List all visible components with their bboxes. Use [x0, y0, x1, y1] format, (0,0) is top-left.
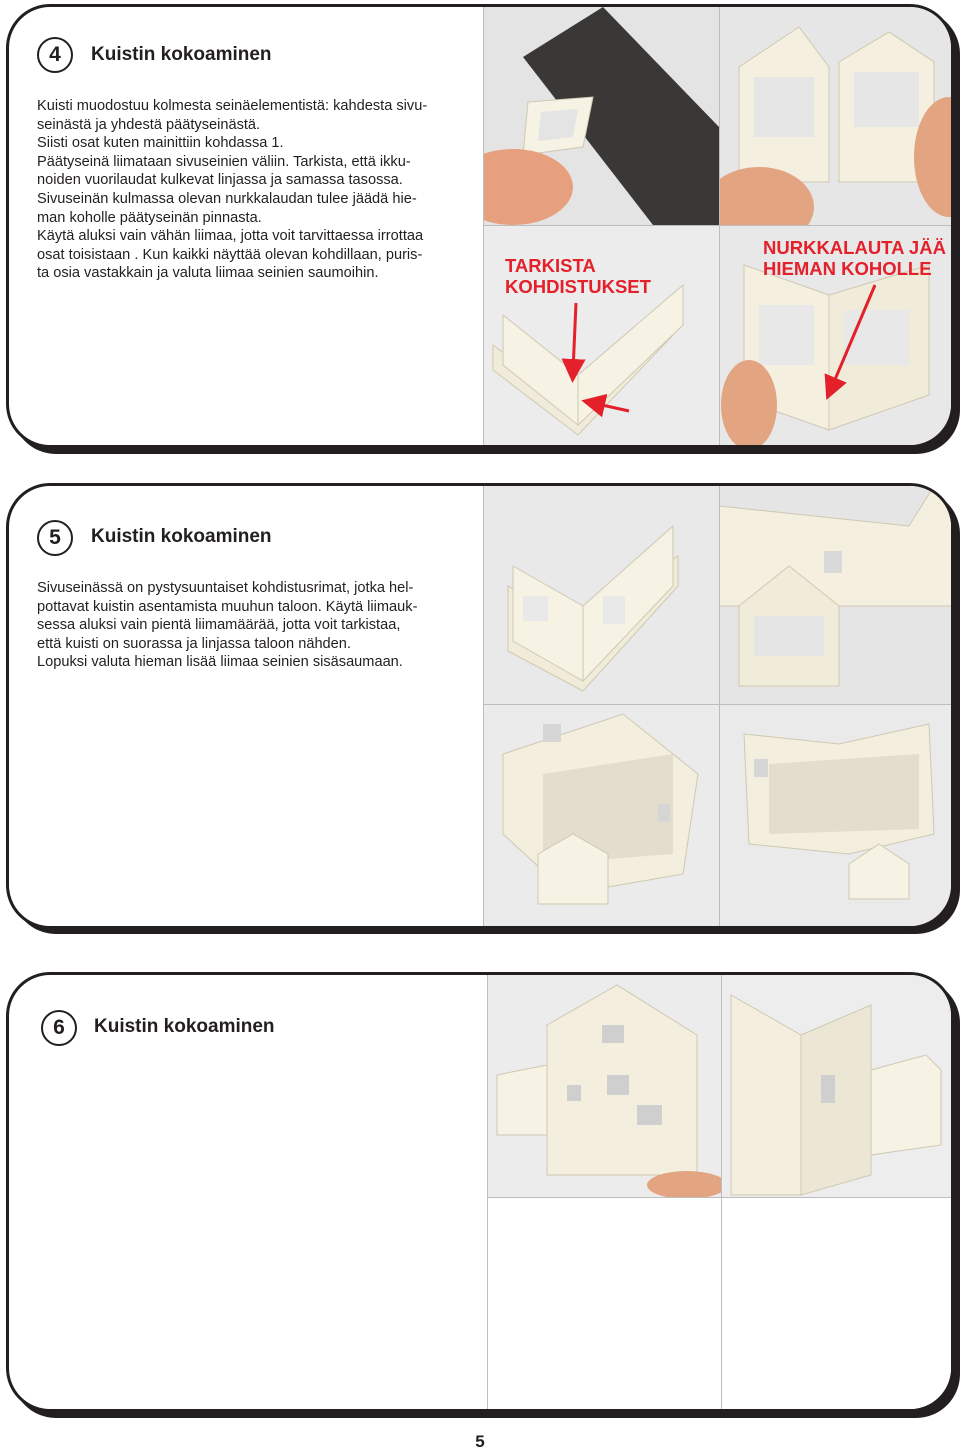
text-line: ta osia vastakkain ja valuta liimaa seinien saumoihin. — [37, 265, 379, 282]
step5-number: 5 — [37, 520, 73, 556]
photo-house-with-porch-1 — [483, 704, 719, 929]
step6-number: 6 — [41, 1010, 77, 1046]
text-line: pottavat kuistin asentamista muuhun taloon. Käytä liimauk- — [37, 598, 418, 615]
step6-panel — [6, 972, 954, 1412]
photo-porch-walls-held — [719, 7, 954, 225]
text-line: Sivuseinässä on pystysuuntaiset kohdistusrimat, jotka hel- — [37, 580, 414, 596]
text-line: Päätyseinä liimataan sivuseinien väliin. Tarkista, että ikku- — [37, 153, 411, 170]
photo-porch-against-wall — [719, 486, 954, 704]
photo-finished-house-side — [721, 975, 954, 1197]
text-line: Lopuksi valuta hieman lisää liimaa seinien sisäsaumaan. — [37, 654, 403, 671]
step4-number: 4 — [37, 37, 73, 73]
step4-panel — [6, 4, 954, 448]
text-line: man koholle päätyseinän pinnasta. — [37, 209, 262, 226]
step4-instructions — [37, 97, 483, 283]
step4-title: Kuistin kokoaminen — [91, 44, 272, 65]
text-line: sessa aluksi vain pientä liimamäärää, jotta voit tarkistaa, — [37, 617, 401, 634]
text-line: Sivuseinän kulmassa olevan nurkkalaudan tulee jäädä hie- — [37, 190, 417, 207]
step5-panel — [6, 483, 954, 929]
text-line: osat toisistaan . Kun kaikki näyttää olevan kohdillaan, puris- — [37, 246, 423, 263]
label-line: TARKISTA — [505, 255, 596, 276]
text-line: että kuisti on suorassa ja linjassa taloon nähden. — [37, 635, 351, 652]
step5-title: Kuistin kokoaminen — [91, 526, 272, 547]
label-line: NURKKALAUTA JÄÄ — [763, 237, 946, 258]
label-line: HIEMAN KOHOLLE — [763, 258, 932, 279]
arrow-icon — [593, 403, 629, 411]
step5-instructions — [37, 579, 483, 672]
step6-title: Kuistin kokoaminen — [94, 1016, 275, 1037]
arrow-icon — [573, 303, 576, 371]
page-number: 5 — [475, 1432, 485, 1451]
text-line: noiden vuorilaudat kulkevat linjassa ja samassa tasossa. — [37, 172, 403, 189]
label-line: KOHDISTUKSET — [505, 276, 651, 297]
text-line: Siisti osat kuten mainittiin kohdassa 1. — [37, 135, 284, 152]
text-line: Käytä aluksi vain vähän liimaa, jotta voit tarvittaessa irrottaa — [37, 228, 424, 245]
text-line: Kuisti muodostuu kolmesta seinäelementistä: kahdesta sivu- — [37, 98, 428, 114]
photo-finished-house-front — [487, 975, 721, 1197]
text-line: seinästä ja yhdestä päätyseinästä. — [37, 116, 261, 133]
photo-porch-assembled — [483, 486, 719, 704]
photo-sanding-part — [483, 7, 719, 225]
photo-house-with-porch-2 — [719, 704, 954, 929]
arrow-icon — [831, 285, 875, 389]
